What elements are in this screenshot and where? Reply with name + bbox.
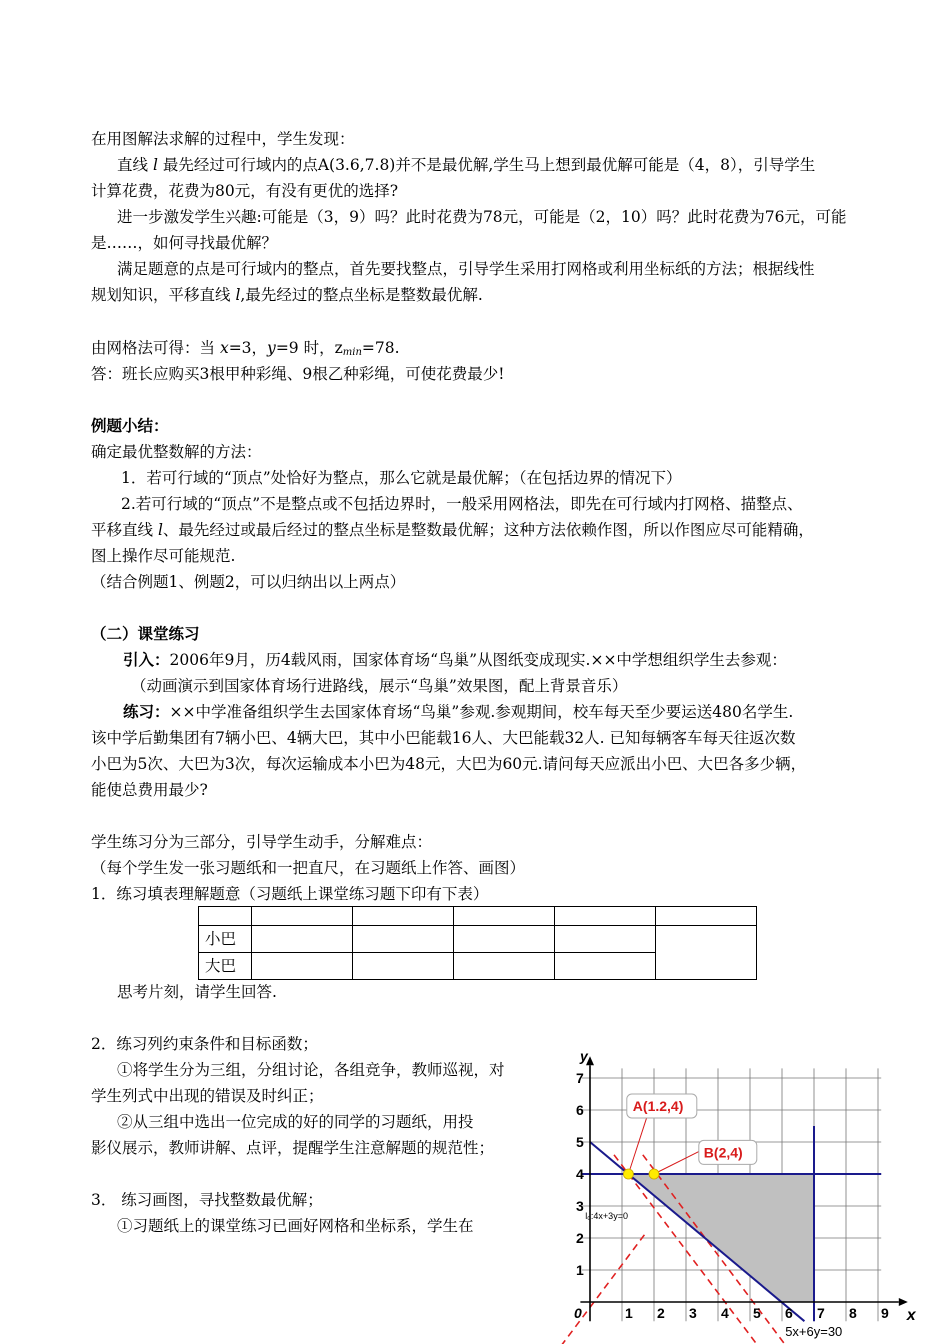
steps-intro: 学生练习分为三部分，引导学生动手，分解难点： <box>91 833 433 851</box>
x-tick-label: 3 <box>689 1305 697 1321</box>
point-a-label: A(1.2,4) <box>632 1098 684 1114</box>
y-tick-label: 1 <box>576 1262 584 1278</box>
para-line: 直线 l 最先经过可行域内的点A(3.6,7.8)并不是最优解,学生马上想到最优解可能是（4，8），引导学生 <box>117 156 816 174</box>
line-5x6y30-label: 5x+6y=30 <box>785 1324 843 1339</box>
callout-a-line <box>628 1115 647 1174</box>
y-tick-labels <box>576 1070 584 1278</box>
answer-line: 答：班长应购买3根甲种彩绳、9根乙种彩绳，可使花费最少! <box>91 365 505 383</box>
practice-intro-note: （动画演示到国家体育场行进路线，展示“鸟巢”效果图，配上背景音乐） <box>131 677 628 695</box>
summary-item-cont: 平移直线 l、最先经过或最后经过的整点坐标是整数最优解；这种方法依赖作图，所以作图应尽可能精确， <box>91 521 814 539</box>
origin-label: 0 <box>574 1305 582 1321</box>
table-row <box>199 926 757 953</box>
para-line: 是……，如何寻找最优解？ <box>91 234 278 252</box>
summary-heading: 例题小结： <box>91 416 169 435</box>
y-axis-label: y <box>580 1048 588 1065</box>
lp-graph <box>528 1038 916 1344</box>
practice-exercise-cont: 能使总费用最少? <box>91 781 208 799</box>
line-l0-label: l₀:4x+3y=0 <box>585 1210 628 1221</box>
step-3-a: ①习题纸上的课堂练习已画好网格和坐标系，学生在 <box>117 1217 474 1235</box>
para-line: 计算花费，花费为80元，有没有更优的选择? <box>91 182 399 200</box>
point-b <box>649 1169 659 1179</box>
x-tick-label: 9 <box>881 1305 889 1321</box>
x-tick-label: 6 <box>785 1305 793 1321</box>
y-tick-label: 5 <box>576 1134 584 1150</box>
summary-intro: 确定最优整数解的方法： <box>91 443 262 461</box>
practice-intro: 引入：2006年9月，历4载风雨，国家体育场“鸟巢”从图纸变成现实.××中学想组织学生去参观： <box>123 650 787 669</box>
para-intro: 在用图解法求解的过程中，学生发现： <box>91 130 355 148</box>
summary-item: 1．若可行域的“顶点”处恰好为整点，那么它就是最优解；（在包括边界的情况下） <box>121 469 682 487</box>
para-line: 满足题意的点是可行域内的整点，首先要找整点，引导学生采用打网格或利用坐标纸的方法；根据线性 <box>117 260 815 278</box>
x-arrow-icon <box>899 1298 908 1306</box>
y-tick-label: 4 <box>576 1166 584 1182</box>
x-tick-label: 4 <box>721 1305 729 1321</box>
step-2-b: ②从三组中选出一位完成的好的同学的习题纸，用投 <box>117 1113 474 1131</box>
x-tick-label: 7 <box>817 1305 825 1321</box>
y-tick-label: 2 <box>576 1230 584 1246</box>
x-tick-label: 5 <box>753 1305 761 1321</box>
step-2-b-cont: 影仪展示，教师讲解、点评，提醒学生注意解题的规范性； <box>91 1139 495 1157</box>
step-1-after: 思考片刻，请学生回答. <box>117 983 277 1001</box>
x-axis-label: x <box>906 1307 916 1324</box>
para-line: 规划知识，平移直线 l,最先经过的整点坐标是整数最优解. <box>91 286 483 304</box>
step-2-a-cont: 学生列式中出现的错误及时纠正； <box>91 1087 324 1105</box>
x-tick-label: 1 <box>625 1305 633 1321</box>
para-line: 进一步激发学生兴趣:可能是（3，9）吗？此时花费为78元，可能是（2，10）吗？此时花费为76元，可能 <box>117 208 847 226</box>
summary-item-cont: 图上操作尽可能规范. <box>91 547 236 565</box>
practice-exercise-cont: 小巴为5次、大巴为3次，每次运输成本小巴为48元，大巴为60元.请问每天应派出小巴、大巴各多少辆， <box>91 755 807 773</box>
table-cell: 小巴 <box>199 926 252 953</box>
x-tick-labels <box>625 1305 889 1321</box>
summary-item: 2.若可行域的“顶点”不是整点或不包括边界时，一般采用网格法，即先在可行域内打网格、描整点、 <box>121 495 803 513</box>
callout-b-line <box>654 1152 699 1174</box>
result-line: 由网格法可得：当 x=3，y=9 时，$z_{min}=78$. <box>91 339 400 358</box>
step-3: 3． 练习画图，寻找整数最优解； <box>91 1191 323 1209</box>
y-tick-label: 7 <box>576 1070 584 1086</box>
fill-table <box>198 906 757 980</box>
step-2: 2．练习列约束条件和目标函数； <box>91 1035 318 1053</box>
steps-note: （每个学生发一张习题纸和一把直尺，在习题纸上作答、画图） <box>91 859 526 877</box>
x-tick-label: 2 <box>657 1305 665 1321</box>
practice-heading: （二）课堂练习 <box>91 624 200 643</box>
table-row <box>199 907 757 926</box>
y-tick-label: 3 <box>576 1198 584 1214</box>
table-cell: 大巴 <box>199 953 252 980</box>
point-a <box>623 1169 633 1179</box>
step-2-a: ①将学生分为三组，分组讨论，各组竞争，教师巡视，对 <box>117 1061 505 1079</box>
dashed-line <box>558 1235 644 1344</box>
practice-exercise: 练习：××中学准备组织学生去国家体育场“鸟巢”参观.参观期间，校车每天至少要运送480名学生. <box>123 702 794 721</box>
step-1: 1．练习填表理解题意（习题纸上课堂练习题下印有下表） <box>91 885 489 903</box>
practice-exercise-cont: 该中学后勤集团有7辆小巴、4辆大巴，其中小巴能载16人、大巴能载32人. 已知每辆客车每天往返次数 <box>91 729 796 747</box>
point-b-label: B(2,4) <box>703 1144 743 1161</box>
summary-note: （结合例题1、例题2，可以归纳出以上两点） <box>91 573 406 591</box>
x-tick-label: 8 <box>849 1305 857 1321</box>
y-tick-label: 6 <box>576 1102 584 1118</box>
